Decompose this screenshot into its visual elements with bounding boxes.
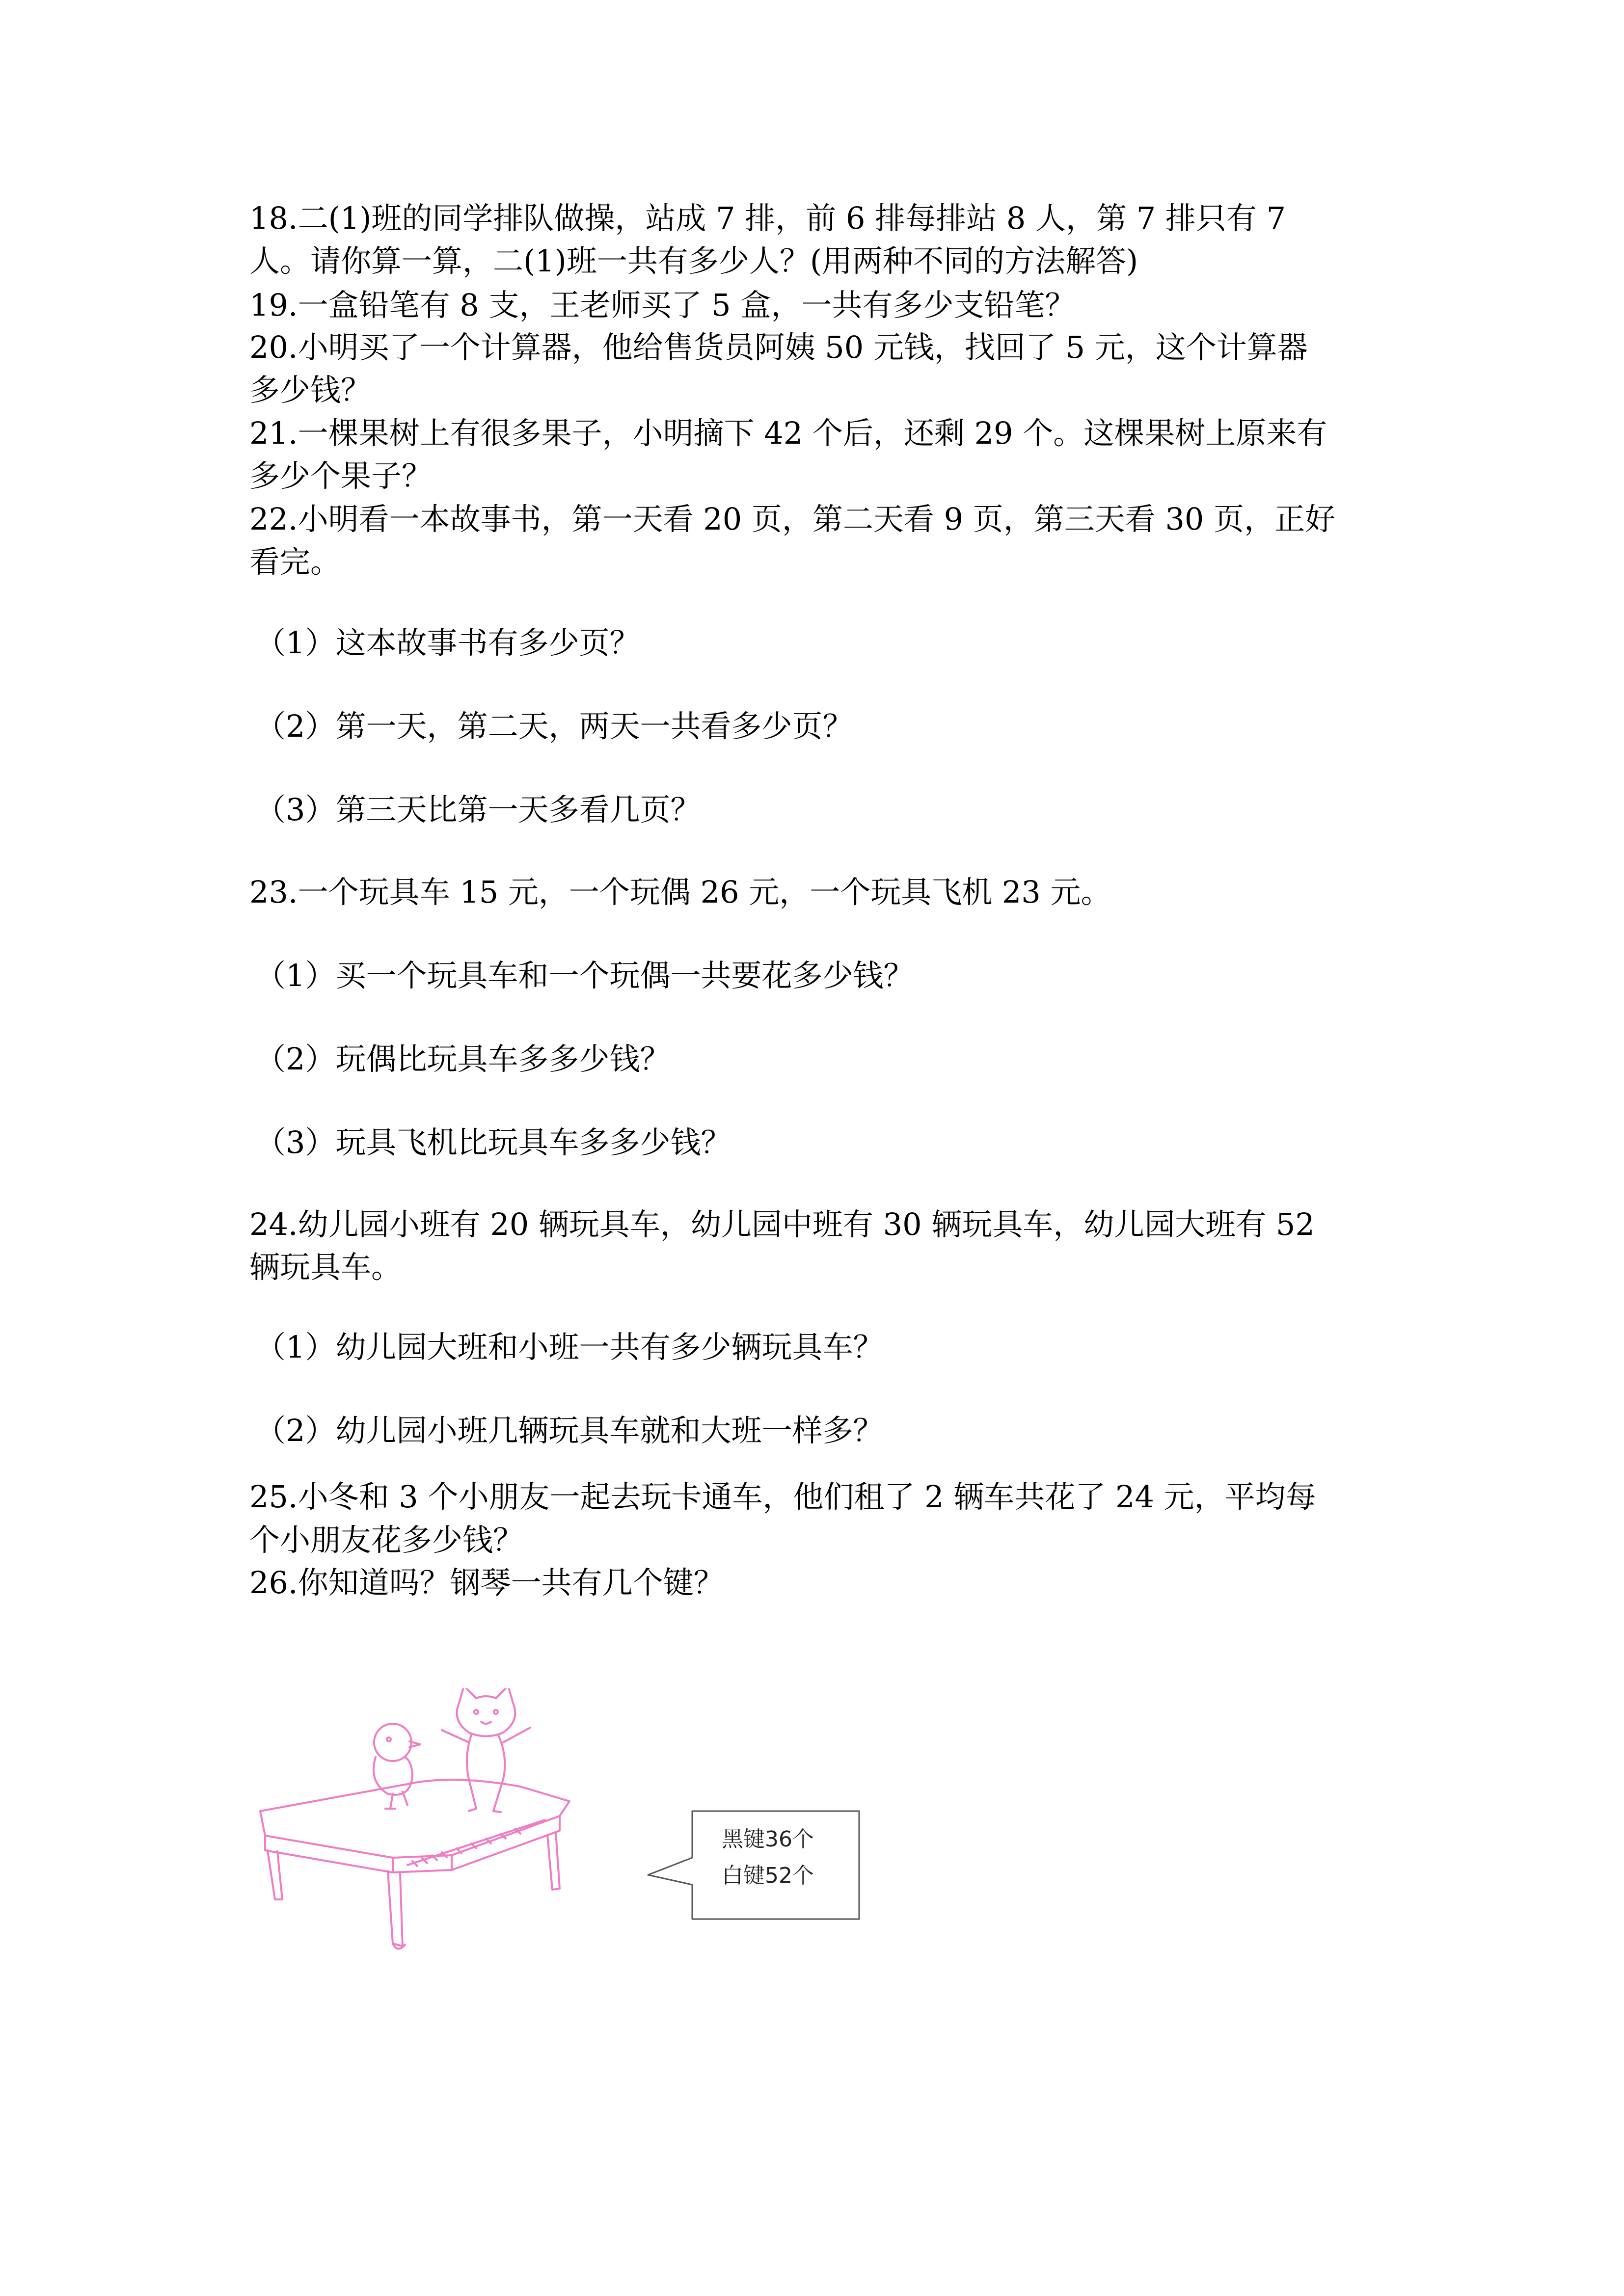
problem-23-question-1: （1）买一个玩具车和一个玩偶一共要花多少钱？ [255, 958, 914, 993]
problem-20-line-1: 20.小明买了一个计算器，他给售货员阿姨 50 元钱，找回了 5 元，这个计算器 [249, 329, 1308, 365]
bubble-white-keys: 白键52个 [722, 1863, 814, 1888]
problem-22-question-1: （1）这本故事书有多少页？ [255, 625, 640, 661]
problem-20-line-2: 多少钱？ [249, 372, 372, 408]
problem-18-line-1: 18.二(1)班的同学排队做操，站成 7 排，前 6 排每排站 8 人，第 7 排只有 7 [249, 200, 1286, 236]
problem-26-line-1: 26.你知道吗？钢琴一共有几个键？ [249, 1565, 724, 1601]
problem-23-question-3: （3）玩具飞机比玩具车多多少钱？ [255, 1124, 731, 1160]
problem-24-line-2: 辆玩具车。 [249, 1249, 402, 1285]
problem-24-question-2: （2）幼儿园小班几辆玩具车就和大班一样多？ [255, 1413, 884, 1448]
problem-19: 19.一盒铅笔有 8 支，王老师买了 5 盒，一共有多少支铅笔？ [249, 287, 1076, 323]
cat-icon [442, 1688, 530, 1812]
problem-23-question-2: （2）玩偶比玩具车多多少钱？ [255, 1041, 671, 1077]
problem-18-line-2: 人。请你算一算，二(1)班一共有多少人？(用两种不同的方法解答) [249, 243, 1138, 279]
problem-21-line-2: 多少个果子？ [249, 458, 433, 494]
problem-25-line-1: 25.小冬和 3 个小朋友一起去玩卡通车，他们租了 2 辆车共花了 24 元，平均每 [249, 1479, 1316, 1515]
problem-24-question-1: （1）幼儿园大班和小班一共有多少辆玩具车？ [255, 1329, 884, 1365]
problem-22-question-2: （2）第一天，第二天，两天一共看多少页？ [255, 708, 853, 744]
bubble-black-keys: 黑键36个 [722, 1827, 814, 1852]
problem-22-question-3: （3）第三天比第一天多看几页？ [255, 792, 701, 828]
problem-23-line-1: 23.一个玩具车 15 元，一个玩偶 26 元，一个玩具飞机 23 元。 [249, 874, 1111, 910]
problem-22-line-1: 22.小明看一本故事书，第一天看 20 页，第二天看 9 页，第三天看 30 页，正好 [249, 501, 1336, 537]
problem-25-line-2: 个小朋友花多少钱？ [249, 1522, 524, 1558]
problem-21-line-1: 21.一棵果树上有很多果子，小明摘下 42 个后，还剩 29 个。这棵果树上原来有 [249, 415, 1327, 451]
bird-icon [374, 1724, 420, 1809]
problem-24-line-1: 24.幼儿园小班有 20 辆玩具车，幼儿园中班有 30 辆玩具车，幼儿园大班有 52 [249, 1206, 1315, 1242]
problem-22-line-2: 看完。 [249, 544, 341, 580]
piano-icon [260, 1780, 569, 1949]
